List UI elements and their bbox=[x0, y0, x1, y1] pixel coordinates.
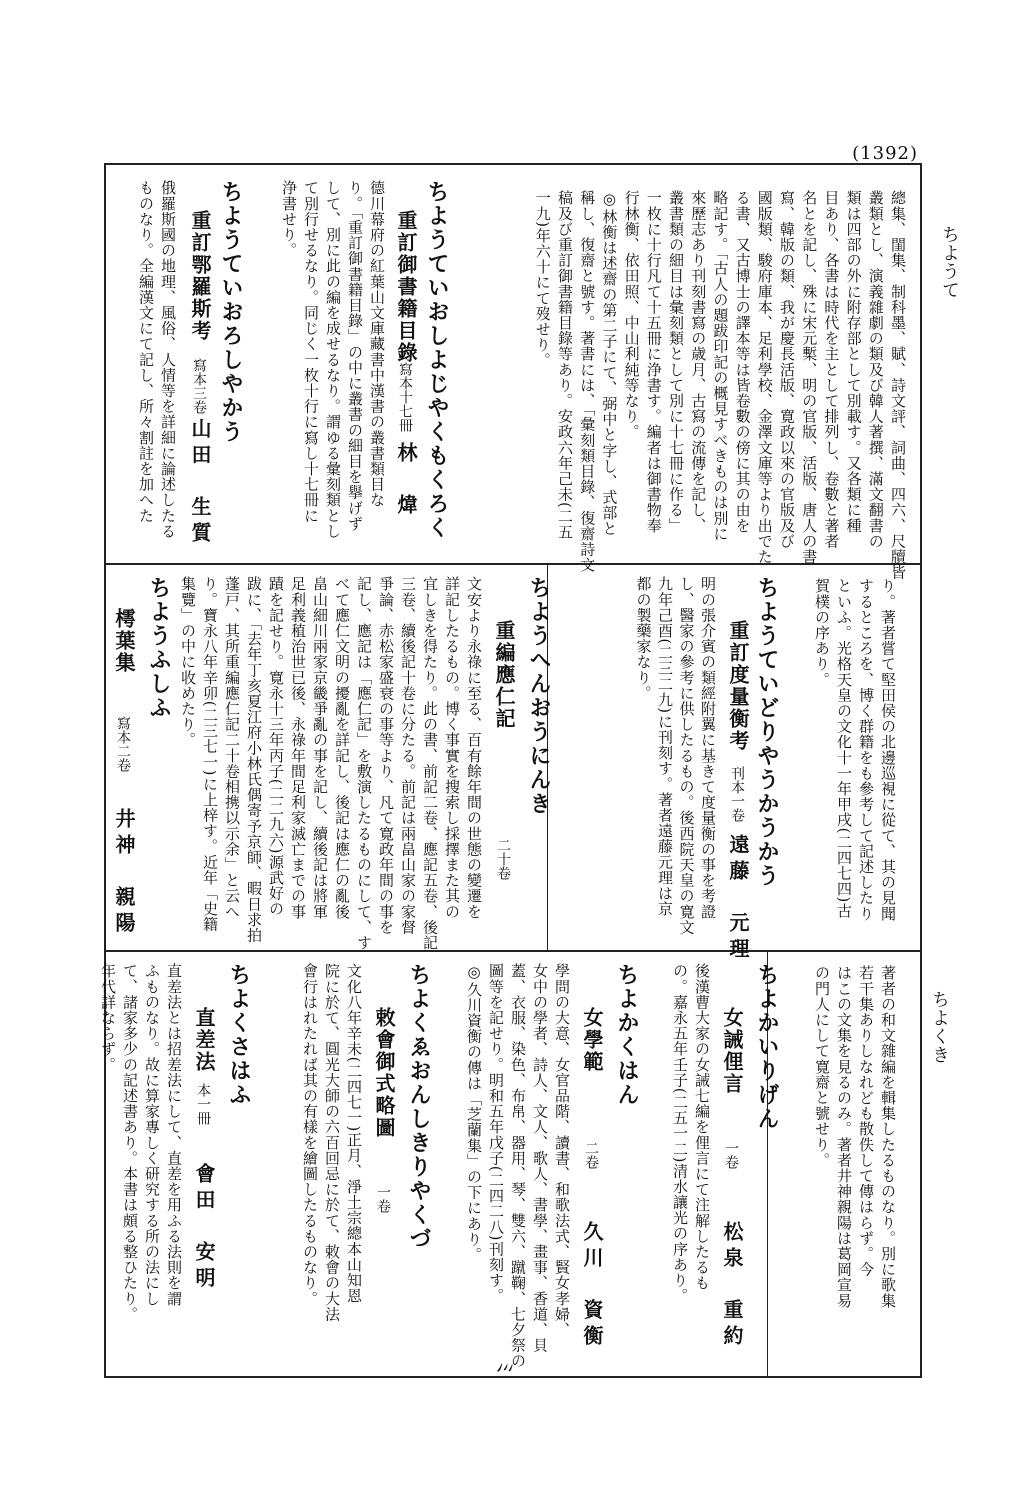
entry-body-line: 蹟を記せり。寛永十三年丙子(二二九六)源武好の bbox=[267, 576, 285, 917]
continued-text-line: る書、又古博士の譯本等は皆卷數の傍に其の由を bbox=[733, 190, 752, 534]
entry-body-line: し、醫家の參考に供したるもの。後西院天皇の寛文 bbox=[677, 576, 696, 935]
continued-text-line: 賀樸の序あり。 bbox=[813, 578, 831, 688]
entry-volume: 寫本二卷 bbox=[115, 716, 131, 772]
entry-heading: ちようていおろしやかう bbox=[218, 180, 244, 444]
section-divider bbox=[104, 950, 922, 952]
footer-mark: ﾐ bbox=[491, 1362, 516, 1374]
page-number: (1392) bbox=[852, 143, 918, 164]
entry-body-line: 浄書せり。 bbox=[280, 180, 298, 258]
entry-author: 井神 親陽 bbox=[112, 808, 136, 938]
continued-text-line: はこの文集を見るのみ。著者井神親陽は葛岡宣易 bbox=[835, 965, 853, 1309]
entry-body-line: 文化八年辛未(二四七一)正月、淨土宗總本山知恩 bbox=[345, 963, 363, 1304]
continued-text-line: の門人にして寛齋と號せり。 bbox=[813, 965, 831, 1168]
continued-text-line: 總集、閨集、制科墨、賦、詩文評、詞曲、四六、尺牘皆 bbox=[889, 190, 907, 580]
entry-heading: ちようていどりやうかうかう bbox=[754, 576, 780, 888]
entry-body-line: 直差法とは招差法にして、直差を用ふる法則を謂 bbox=[165, 963, 183, 1307]
entry-volume: 本一冊 bbox=[195, 1083, 211, 1125]
entry-body-line: 集覽」の中に收めたり。 bbox=[179, 576, 197, 748]
entry-title: 重訂鄂羅斯考 bbox=[188, 210, 212, 342]
entry-body-line: の。嘉永五年壬子(二五一二)清水讓光の序あり。 bbox=[671, 963, 689, 1304]
entry-volume: 二卷 bbox=[583, 1141, 599, 1169]
continued-text-line: ◎林衡は述齋の第二子にて、弼中と字し、式部と bbox=[600, 190, 619, 537]
running-head-top: ちようて bbox=[939, 225, 960, 299]
entry-author: 會田 安明 bbox=[192, 1163, 216, 1293]
entry-body-line: 蓬戸、其所重編應仁記二十卷相携以示余」と云へ bbox=[223, 576, 241, 920]
entry-body-line: 明の張介賓の類經附翼に基きて度量衡の事を考證 bbox=[699, 576, 717, 920]
entry-body-line: 宜しきを得たり。此の書、前記二卷、應記五卷、後記 bbox=[421, 576, 439, 951]
entry-heading: ちよかいりげん bbox=[754, 963, 780, 1131]
entry-body-line: 俄羅斯國の地理、風俗、人情等を詳細に論述したる bbox=[159, 180, 177, 539]
entry-body-line: り。寶永八年辛卯(二三七一)に上梓す。近年「史籍 bbox=[201, 576, 219, 933]
entry-volume: 一卷 bbox=[723, 1141, 739, 1169]
entry-body-line: 女中の學者、詩人、文人、歌人、書學、畫事、香道、貝 bbox=[531, 963, 549, 1353]
continued-text-line: 類は四部の外に附存部として別載す。又各類に種 bbox=[844, 190, 863, 534]
continued-text-line: 來歷志あり刊刻書寫の歳月、古寫の流傳を記し、 bbox=[689, 190, 708, 534]
entry-body-line: 畠山細川兩家京畿爭亂の事を記し、續後記は將軍 bbox=[311, 576, 329, 920]
entry-body-line: ものなり。全編漢文にて記し、所々割註を加へた bbox=[137, 180, 155, 524]
continued-text-line: 名とを記し、殊に宋元槧、明の官版、活版、唐人の書 bbox=[800, 190, 819, 565]
continued-text-line: 行林衡、依田照、中山利純等なり。 bbox=[622, 190, 641, 440]
entry-body-line: 會行はれたれば其の有樣を繪圖したるものなり。 bbox=[301, 963, 319, 1307]
continued-text-line: 國版類、駿府庫本、足利學校、金澤文庫等より出でた bbox=[755, 190, 774, 565]
entry-volume: 寫本十七冊 bbox=[397, 362, 413, 432]
entry-body-line: 院に於て、圓光大師の六百回忌に於て、敕會の大法 bbox=[323, 963, 341, 1322]
entry-volume: 刊本一卷 bbox=[729, 766, 745, 822]
entry-body-line: 德川幕府の紅葉山文庫藏書中漢書の叢書類目な bbox=[368, 180, 386, 508]
continued-text-line: 叢書類の細目は彙刻類として別に十七冊に作る」 bbox=[667, 190, 685, 534]
entry-title: 重訂度量衡考 bbox=[726, 620, 750, 752]
continued-text-line: 目あり、各書は時代を主として排列し、卷數と著者 bbox=[822, 190, 841, 549]
entry-body-line: り。「重訂御書籍目錄」の中に叢書の細目を擧げず bbox=[346, 180, 364, 532]
entry-body-line: して、別に此の編を成せるなり。謂ゆる彙刻類とし bbox=[324, 180, 342, 539]
entry-title: 女誡俚言 bbox=[720, 1007, 744, 1095]
entry-heading: ちよくさはふ bbox=[226, 963, 252, 1107]
entry-body-line: 跋に、「去年丁亥夏江府小林氏偶寄予京師、暇日求拍 bbox=[245, 576, 263, 943]
entry-body-line: ふものなり。故に算家專しく研究する所の法にし bbox=[143, 963, 161, 1307]
entry-body-line: 文安より永祿に至る、百有餘年間の世態の變遷を bbox=[465, 576, 483, 920]
entry-body-line: 記し、應記は「應仁記」を敷演したるものにして、す bbox=[355, 576, 373, 951]
entry-body-line: て別行せるなり。同じく一枚十行に寫し十七冊に bbox=[302, 180, 320, 524]
entry-title: 重編應仁記 bbox=[492, 620, 516, 730]
entry-author: 松泉 重約 bbox=[720, 1221, 744, 1351]
entry-body-line: べて應仁文明の擾亂を詳記し、後記は應仁の亂後 bbox=[333, 576, 351, 920]
continued-text-line: 稿及び重訂御書籍目錄等あり。安政六年己未(二五 bbox=[556, 190, 574, 540]
entry-body-line: 年代詳ならず。 bbox=[99, 963, 117, 1073]
continued-text-line: するところを、博く群籍をも參考して記述したり bbox=[857, 578, 875, 922]
continued-text-line: 寫、韓版の類、我が慶長活版、寛政以來の官版及び bbox=[778, 190, 796, 549]
entry-title: 直差法 bbox=[192, 1007, 216, 1073]
continued-text-line: 一枚に十行凡て十五冊に浄書す。編者は御書物奉 bbox=[644, 190, 663, 534]
continued-text-line: 若干集ありしなれども散佚して傳はらず。今 bbox=[857, 965, 875, 1277]
entry-volume: 寫本三卷 bbox=[191, 358, 207, 414]
continued-text-line: 稱し、復齋と號す。著書には、「彙刻類目錄、復齋詩文 bbox=[578, 190, 597, 573]
entry-author: 遠藤 元理 bbox=[726, 834, 750, 964]
continued-text-line: 略記す。「古人の題跋印記の概見すべきものは別に bbox=[711, 190, 730, 542]
entry-heading: ちようへんおうにんき bbox=[526, 576, 552, 816]
entry-body-line: 九年己酉(二三二九)に刊刻す。著者遠藤元理は京 bbox=[656, 576, 674, 917]
continued-text-line: り。著者嘗て堅田侯の北邊巡視に從て、其の見聞 bbox=[879, 578, 897, 922]
entry-body-line: 爭論、赤松家盛衰の事等より、凡て寛政年間の事を bbox=[377, 576, 395, 935]
entry-volume: 一卷 bbox=[375, 1185, 391, 1213]
entry-body-line: 三卷、續後記十卷に分たる。前記は兩畠山家の家督 bbox=[399, 576, 417, 935]
entry-body-line: ◎久川資衡の傳は「芝蘭集」の下にあり。 bbox=[465, 963, 483, 1263]
entry-volume: 二十卷 bbox=[495, 838, 511, 880]
entry-author: 久川 資衡 bbox=[580, 1221, 604, 1351]
entry-title: 樗葉集 bbox=[112, 608, 136, 674]
entry-title: 女學範 bbox=[580, 1007, 604, 1073]
entry-author: 山田 生質 bbox=[188, 418, 212, 548]
entry-body-line: 後漢曹大家の女誡七編を俚言にて注解したるも bbox=[693, 963, 711, 1291]
continued-text-line: 叢類とし、演義雜劇の類及び韓人著撰、滿文翻書の bbox=[866, 190, 885, 549]
entry-body-line: 蓋、衣服、染色、布帛、器用、琴、雙六、蹴鞠、七夕祭の bbox=[509, 963, 527, 1369]
entry-heading: ちようていおしよじやくもくろく bbox=[424, 180, 450, 540]
entry-heading: ちよくゑおんしきりやくづ bbox=[406, 963, 432, 1251]
entry-title: 敕會御式略圖 bbox=[372, 1007, 396, 1139]
running-head-bottom: ちよくき bbox=[929, 990, 950, 1064]
entry-heading: ちよかくはん bbox=[614, 963, 640, 1107]
continued-text-line: といふ。光格天皇の文化十一年甲戌(二四七四)古 bbox=[835, 578, 853, 919]
entry-body-line: 學問の大意、女官品階、讀書、和歌法式、賢女孝婦、 bbox=[553, 963, 571, 1338]
entry-body-line: 詳記したるもの。博く事實を搜索し採擇また其の bbox=[443, 576, 461, 920]
entry-author: 林 煒 bbox=[394, 442, 418, 520]
entry-body-line: 都の製藥家なり。 bbox=[634, 576, 653, 701]
entry-body-line: 足利義稙治世已後、永祿年間足利家滅亡までの事 bbox=[289, 576, 307, 920]
entry-body-line: て、諸家多少の記述書あり。本書は頗る整ひたり。 bbox=[121, 963, 139, 1322]
entry-heading: ちようふしふ bbox=[146, 576, 172, 720]
entry-body-line: 圖等を記せり。明和五年戊子(二四二八)刊刻す。 bbox=[487, 963, 505, 1304]
continued-text-line: 一九)年六十にて歿せり。 bbox=[533, 190, 552, 369]
entry-title: 重訂御書籍目錄 bbox=[394, 210, 418, 364]
continued-text-line: 著者の和文雜編を輯集したるものなり。別に歌集 bbox=[879, 965, 897, 1309]
